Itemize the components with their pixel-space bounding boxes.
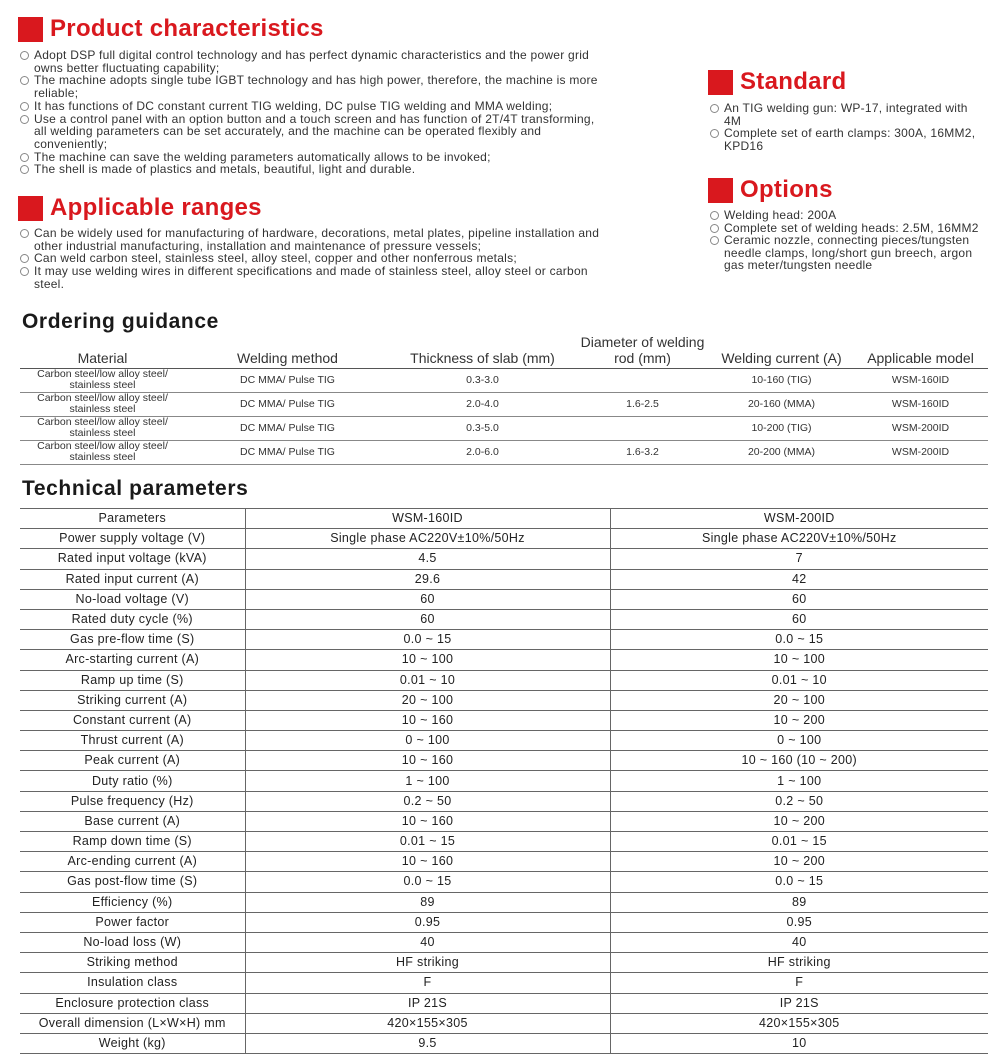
parameter-name: Gas pre-flow time (S) xyxy=(20,630,245,650)
column-header: Material xyxy=(20,330,185,368)
table-row xyxy=(20,1013,988,1033)
list-item-text: Adopt DSP full digital control technology and has perfect dynamic characteristics and the power grid owns better fluctuating capability; xyxy=(34,48,590,75)
circle-bullet-icon xyxy=(20,267,29,276)
table-row xyxy=(20,771,988,791)
column-header: Applicable model xyxy=(853,330,988,368)
parameter-value: 10 ~ 160 xyxy=(245,751,610,771)
circle-bullet-icon xyxy=(710,104,719,113)
table-row xyxy=(20,416,988,440)
table-cell: WSM-200ID xyxy=(853,440,988,464)
parameter-value: 0.0 ~ 15 xyxy=(610,872,988,892)
table-cell: 1.6-2.5 xyxy=(575,392,710,416)
parameter-name: Parameters xyxy=(20,509,245,529)
parameter-value: F xyxy=(245,973,610,993)
parameter-value: 0.01 ~ 10 xyxy=(245,670,610,690)
list-item xyxy=(18,265,600,290)
ordering-header-row xyxy=(20,330,988,368)
table-cell xyxy=(575,368,710,392)
parameter-name: Base current (A) xyxy=(20,811,245,831)
table-cell: DC MMA/ Pulse TIG xyxy=(185,440,390,464)
parameter-value: 0.2 ~ 50 xyxy=(245,791,610,811)
list-item xyxy=(708,234,986,272)
parameter-value: 0.01 ~ 10 xyxy=(610,670,988,690)
standard-heading xyxy=(708,68,846,96)
parameter-value: 89 xyxy=(610,892,988,912)
table-row xyxy=(20,670,988,690)
list-item-text: The machine adopts single tube IGBT technology and has high power, therefore, the machine is more reliable; xyxy=(34,73,598,101)
parameter-value: 42 xyxy=(610,569,988,589)
circle-bullet-icon xyxy=(20,165,29,174)
list-item xyxy=(708,127,986,152)
parameter-value: WSM-200ID xyxy=(610,509,988,529)
parameter-value: 10 ~ 100 xyxy=(610,650,988,670)
table-row xyxy=(20,392,988,416)
table-row xyxy=(20,1033,988,1053)
list-item xyxy=(18,227,600,252)
parameter-value: 60 xyxy=(245,609,610,629)
parameter-value: Single phase AC220V±10%/50Hz xyxy=(245,529,610,549)
options-heading xyxy=(708,176,833,204)
circle-bullet-icon xyxy=(20,51,29,60)
parameter-value: 20 ~ 100 xyxy=(610,690,988,710)
parameter-value: 1 ~ 100 xyxy=(610,771,988,791)
table-cell: 10-200 (TIG) xyxy=(710,416,853,440)
parameter-value: 10 ~ 200 xyxy=(610,852,988,872)
table-cell: DC MMA/ Pulse TIG xyxy=(185,392,390,416)
table-row xyxy=(20,440,988,464)
list-item-text: Ceramic nozzle, connecting pieces/tungsten needle clamps, long/short gun breech, argon gas meter/tungsten needle xyxy=(724,233,973,273)
applicable-ranges-heading xyxy=(18,194,262,222)
parameter-value: F xyxy=(610,973,988,993)
parameter-name: Rated input current (A) xyxy=(20,569,245,589)
section-title: Options xyxy=(740,176,833,203)
parameter-value: 10 ~ 200 xyxy=(610,811,988,831)
circle-bullet-icon xyxy=(20,254,29,263)
parameter-value: HF striking xyxy=(610,953,988,973)
table-row xyxy=(20,953,988,973)
table-cell: WSM-160ID xyxy=(853,368,988,392)
parameter-value: 9.5 xyxy=(245,1033,610,1053)
table-cell: Carbon steel/low alloy steel/ stainless steel xyxy=(20,368,185,392)
table-row xyxy=(20,973,988,993)
parameter-name: Ramp up time (S) xyxy=(20,670,245,690)
list-item xyxy=(708,102,986,127)
list-item-text: Can weld carbon steel, stainless steel, alloy steel, copper and other nonferrous metals; xyxy=(34,251,517,266)
parameter-value: WSM-160ID xyxy=(245,509,610,529)
table-row xyxy=(20,892,988,912)
list-item-text: It has functions of DC constant current TIG welding, DC pulse TIG welding and MMA welding; xyxy=(34,98,553,113)
table-row xyxy=(20,731,988,751)
table-row xyxy=(20,932,988,952)
table-cell: 10-160 (TIG) xyxy=(710,368,853,392)
table-row xyxy=(20,811,988,831)
parameter-name: Peak current (A) xyxy=(20,751,245,771)
circle-bullet-icon xyxy=(20,115,29,124)
parameter-value: Single phase AC220V±10%/50Hz xyxy=(610,529,988,549)
parameter-name: Striking current (A) xyxy=(20,690,245,710)
list-item xyxy=(18,113,600,151)
parameter-value: 0 ~ 100 xyxy=(245,731,610,751)
table-cell: 20-200 (MMA) xyxy=(710,440,853,464)
parameter-name: Overall dimension (L×W×H) mm xyxy=(20,1013,245,1033)
product-characteristics-heading xyxy=(18,15,324,43)
parameter-name: Arc-starting current (A) xyxy=(20,650,245,670)
parameter-value: 1 ~ 100 xyxy=(245,771,610,791)
parameter-name: Enclosure protection class xyxy=(20,993,245,1013)
parameter-name: Gas post-flow time (S) xyxy=(20,872,245,892)
applicable-ranges-list xyxy=(18,227,600,291)
table-row xyxy=(20,710,988,730)
parameter-value: 0 ~ 100 xyxy=(610,731,988,751)
red-square-icon xyxy=(708,178,733,203)
table-cell: 0.3-5.0 xyxy=(390,416,575,440)
parameter-value: IP 21S xyxy=(245,993,610,1013)
parameter-name: Striking method xyxy=(20,953,245,973)
parameter-value: 0.2 ~ 50 xyxy=(610,791,988,811)
parameter-name: Weight (kg) xyxy=(20,1033,245,1053)
parameter-name: No-load loss (W) xyxy=(20,932,245,952)
circle-bullet-icon xyxy=(710,129,719,138)
table-row xyxy=(20,852,988,872)
parameter-value: 10 ~ 160 xyxy=(245,710,610,730)
list-item-text: The shell is made of plastics and metals, beautiful, light and durable. xyxy=(34,162,416,177)
table-row xyxy=(20,569,988,589)
ordering-guidance-title: Ordering guidance xyxy=(22,310,219,333)
parameter-value: 60 xyxy=(610,609,988,629)
parameter-value: IP 21S xyxy=(610,993,988,1013)
table-cell xyxy=(575,416,710,440)
parameter-value: 0.0 ~ 15 xyxy=(245,872,610,892)
parameter-name: Power factor xyxy=(20,912,245,932)
parameter-value: 10 ~ 160 xyxy=(245,852,610,872)
table-cell: 20-160 (MMA) xyxy=(710,392,853,416)
table-cell: DC MMA/ Pulse TIG xyxy=(185,368,390,392)
parameter-value: 0.0 ~ 15 xyxy=(610,630,988,650)
parameter-value: 420×155×305 xyxy=(610,1013,988,1033)
column-header: Welding method xyxy=(185,330,390,368)
parameter-value: 60 xyxy=(610,589,988,609)
product-characteristics-list xyxy=(18,49,600,176)
parameter-value: 420×155×305 xyxy=(245,1013,610,1033)
options-list xyxy=(708,209,986,272)
list-item xyxy=(18,49,600,74)
list-item-text: An TIG welding gun: WP-17, integrated with 4M xyxy=(724,101,968,128)
table-row xyxy=(20,589,988,609)
parameter-name: Pulse frequency (Hz) xyxy=(20,791,245,811)
parameter-name: Duty ratio (%) xyxy=(20,771,245,791)
parameter-value: 7 xyxy=(610,549,988,569)
table-cell: 2.0-4.0 xyxy=(390,392,575,416)
table-row xyxy=(20,529,988,549)
circle-bullet-icon xyxy=(20,102,29,111)
circle-bullet-icon xyxy=(20,153,29,162)
table-header-row xyxy=(20,509,988,529)
list-item-text: Complete set of welding heads: 2.5M, 16MM2 xyxy=(724,220,979,235)
list-item-text: Use a control panel with an option button and a touch screen and has function of 2T/4T transforming, all welding parameters can be set accurately, and the machine can be operated flexibly and conveniently; xyxy=(34,111,595,151)
table-cell: Carbon steel/low alloy steel/ stainless steel xyxy=(20,416,185,440)
table-row xyxy=(20,912,988,932)
parameter-value: 40 xyxy=(245,932,610,952)
list-item-text: Complete set of earth clamps: 300A, 16MM2, KPD16 xyxy=(724,126,976,153)
parameter-name: Ramp down time (S) xyxy=(20,832,245,852)
parameter-name: Efficiency (%) xyxy=(20,892,245,912)
parameter-name: Insulation class xyxy=(20,973,245,993)
parameter-name: Rated duty cycle (%) xyxy=(20,609,245,629)
parameter-value: 40 xyxy=(610,932,988,952)
parameter-value: 0.0 ~ 15 xyxy=(245,630,610,650)
section-title: Product characteristics xyxy=(50,15,324,42)
parameter-value: 20 ~ 100 xyxy=(245,690,610,710)
section-title: Applicable ranges xyxy=(50,194,262,221)
parameter-value: 10 ~ 200 xyxy=(610,710,988,730)
parameter-name: Constant current (A) xyxy=(20,710,245,730)
circle-bullet-icon xyxy=(20,76,29,85)
parameter-value: HF striking xyxy=(245,953,610,973)
circle-bullet-icon xyxy=(20,229,29,238)
table-row xyxy=(20,630,988,650)
technical-parameters-table xyxy=(20,508,988,1054)
red-square-icon xyxy=(18,17,43,42)
table-row xyxy=(20,650,988,670)
table-cell: Carbon steel/low alloy steel/ stainless steel xyxy=(20,440,185,464)
table-row xyxy=(20,368,988,392)
table-cell: 1.6-3.2 xyxy=(575,440,710,464)
table-row xyxy=(20,609,988,629)
technical-parameters-title: Technical parameters xyxy=(22,477,249,500)
list-item-text: The machine can save the welding parameters automatically allows to be invoked; xyxy=(34,149,491,164)
section-title: Standard xyxy=(740,68,847,95)
parameter-value: 4.5 xyxy=(245,549,610,569)
table-cell: Carbon steel/low alloy steel/ stainless steel xyxy=(20,392,185,416)
parameter-value: 89 xyxy=(245,892,610,912)
standard-list xyxy=(708,102,986,152)
parameter-name: No-load voltage (V) xyxy=(20,589,245,609)
table-row xyxy=(20,872,988,892)
parameter-value: 0.01 ~ 15 xyxy=(245,832,610,852)
table-row xyxy=(20,751,988,771)
list-item-text: Welding head: 200A xyxy=(724,208,837,222)
table-row xyxy=(20,549,988,569)
column-header: Welding current (A) xyxy=(710,330,853,368)
parameter-name: Arc-ending current (A) xyxy=(20,852,245,872)
table-cell: WSM-200ID xyxy=(853,416,988,440)
column-header: Diameter of welding rod (mm) xyxy=(575,330,710,368)
parameter-value: 10 ~ 160 xyxy=(245,811,610,831)
parameter-value: 29.6 xyxy=(245,569,610,589)
circle-bullet-icon xyxy=(710,236,719,245)
list-item xyxy=(18,74,600,99)
table-cell: 0.3-3.0 xyxy=(390,368,575,392)
parameter-value: 60 xyxy=(245,589,610,609)
table-row xyxy=(20,993,988,1013)
parameter-name: Rated input voltage (kVA) xyxy=(20,549,245,569)
table-cell: 2.0-6.0 xyxy=(390,440,575,464)
list-item xyxy=(18,163,600,176)
table-row xyxy=(20,832,988,852)
parameter-value: 10 ~ 100 xyxy=(245,650,610,670)
table-row xyxy=(20,690,988,710)
table-cell: DC MMA/ Pulse TIG xyxy=(185,416,390,440)
red-square-icon xyxy=(18,196,43,221)
red-square-icon xyxy=(708,70,733,95)
table-row xyxy=(20,791,988,811)
parameter-value: 0.95 xyxy=(245,912,610,932)
parameter-value: 10 xyxy=(610,1033,988,1053)
list-item-text: It may use welding wires in different specifications and made of stainless steel, alloy steel or carbon steel. xyxy=(34,264,588,291)
parameter-name: Power supply voltage (V) xyxy=(20,529,245,549)
parameter-value: 0.95 xyxy=(610,912,988,932)
table-cell: WSM-160ID xyxy=(853,392,988,416)
list-item-text: Can be widely used for manufacturing of hardware, decorations, metal plates, pipeline installation and other industrial manufacturing, installation and maintenance of pressure vessels; xyxy=(34,226,600,253)
circle-bullet-icon xyxy=(710,211,719,220)
parameter-value: 0.01 ~ 15 xyxy=(610,832,988,852)
circle-bullet-icon xyxy=(710,224,719,233)
parameter-name: Thrust current (A) xyxy=(20,731,245,751)
ordering-table xyxy=(20,330,988,465)
parameter-value: 10 ~ 160 (10 ~ 200) xyxy=(610,751,988,771)
column-header: Thickness of slab (mm) xyxy=(390,330,575,368)
